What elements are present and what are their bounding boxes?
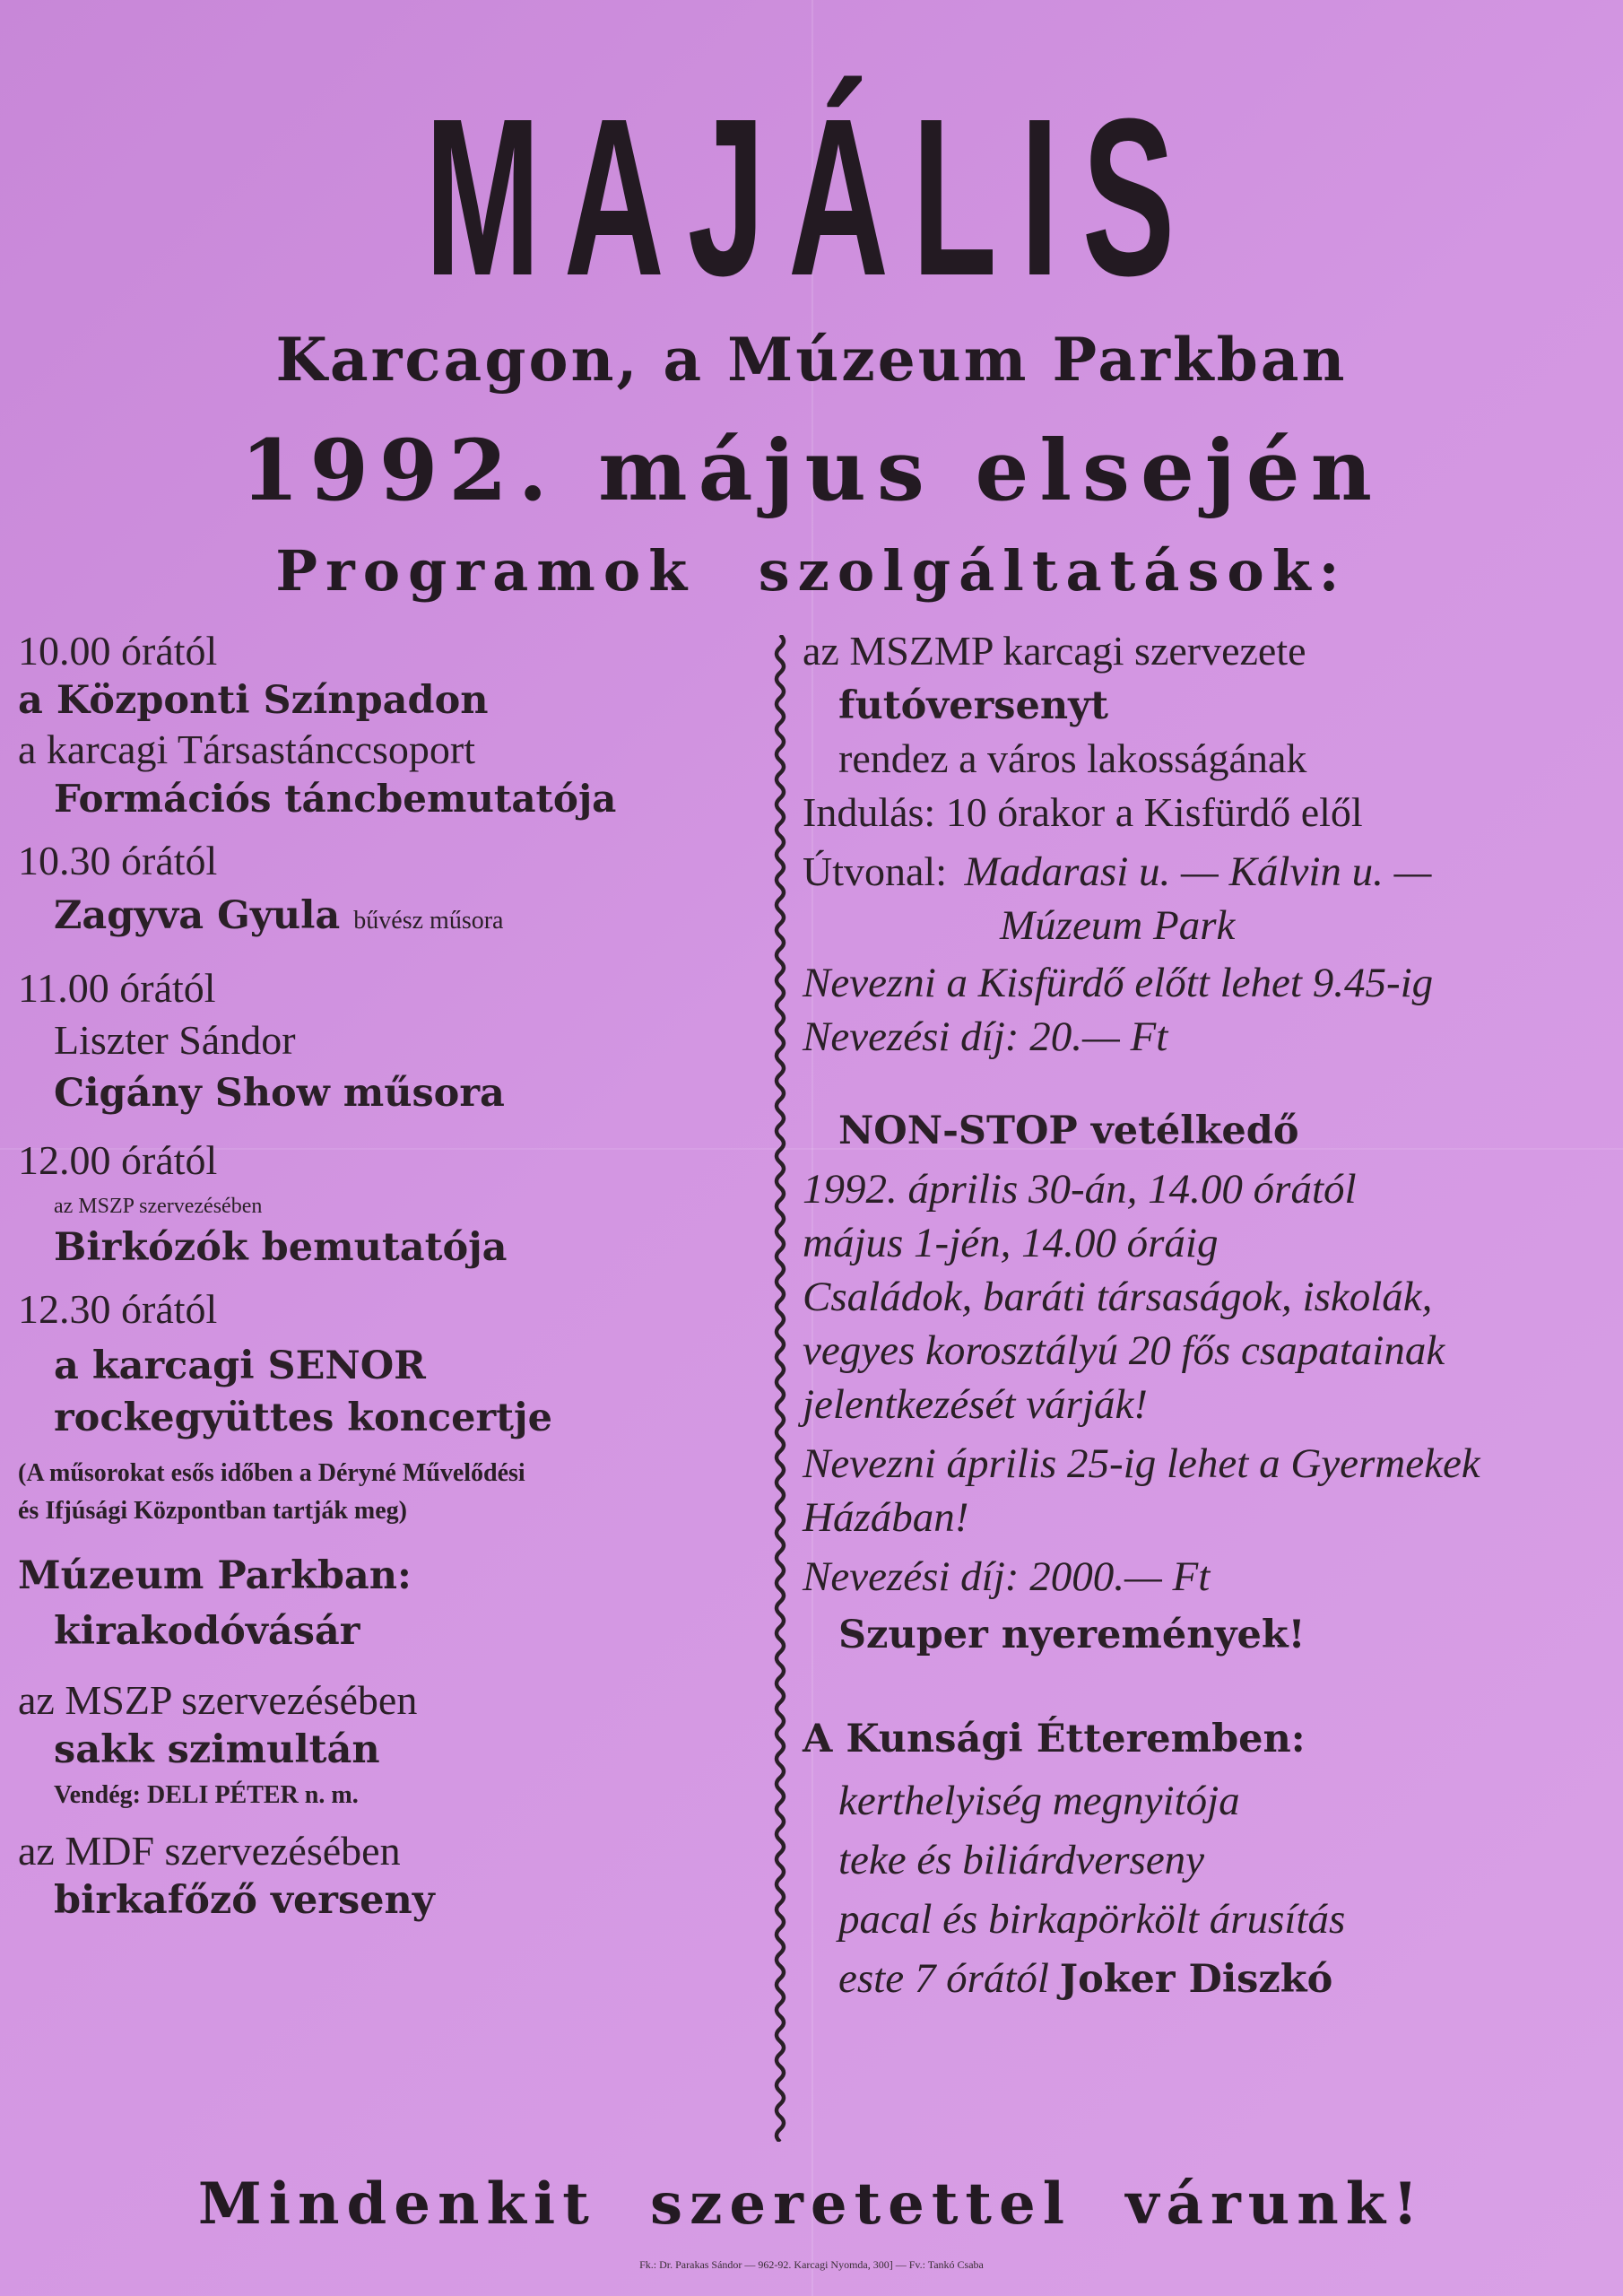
wrestling-org: az MSZP szervezésében <box>54 1195 263 1218</box>
disco-name: Joker Diszkó <box>1059 1957 1333 2002</box>
time-1000: 10.00 órától <box>18 628 218 674</box>
magician-name: Zagyva Gyula <box>54 893 341 938</box>
disco-time: este 7 órától <box>838 1955 1049 2002</box>
venue-main-stage: a Központi Színpadon <box>18 678 489 723</box>
rock-concert: rockegyüttes koncertje <box>54 1396 552 1440</box>
chess-org: az MSZP szervezésében <box>18 1677 418 1723</box>
quiz-signup-2: Házában! <box>803 1494 969 1541</box>
cook-event: birkafőző verseny <box>54 1878 435 1923</box>
run-signup: Nevezni a Kisfürdő előtt lehet 9.45-ig <box>803 960 1434 1006</box>
run-for: rendez a város lakosságának <box>838 735 1307 781</box>
quiz-teams-2: vegyes korosztályú 20 fős csapatainak <box>803 1327 1445 1374</box>
run-event: futóversenyt <box>838 683 1108 728</box>
run-fee: Nevezési díj: 20.— Ft <box>803 1013 1168 1060</box>
poster-title: MAJÁLIS <box>424 72 1199 322</box>
run-org: az MSZMP karcagi szervezete <box>803 628 1306 674</box>
senor-band: a karcagi SENOR <box>54 1344 426 1388</box>
restaurant-disco-line <box>803 1952 1610 2005</box>
location-line: Karcagon, a Múzeum Parkban <box>275 325 1348 395</box>
restaurant-heading: A Kunsági Étteremben: <box>803 1717 1306 1761</box>
performer-name: Liszter Sándor <box>54 1017 296 1063</box>
rain-note-2: és Ifjúsági Központban tartják meg) <box>18 1497 407 1525</box>
quiz-teams-1: Családok, baráti társaságok, iskolák, <box>803 1274 1433 1320</box>
route-streets: Madarasi u. — Kálvin u. — <box>964 848 1432 895</box>
dance-group: a karcagi Társastánccsoport <box>18 726 476 772</box>
date-line: 1992. május elsején <box>240 422 1383 520</box>
chess-event: sakk szimultán <box>54 1727 380 1772</box>
magician-line <box>18 890 771 947</box>
printer-imprint: Fk.: Dr. Parakas Sándor — 962-92. Karcagi Nyomda, 300] — Fv.: Tankó Csaba <box>639 2258 984 2271</box>
route-end: Múzeum Park <box>1000 902 1236 949</box>
route-label: Útvonal: <box>803 848 947 894</box>
magician-desc: bűvész műsora <box>353 907 504 935</box>
quiz-teams-3: jelentkezését várják! <box>803 1381 1148 1428</box>
quiz-signup-1: Nevezni április 25-ig lehet a Gyermekek <box>803 1440 1480 1487</box>
run-start: Indulás: 10 órakor a Kisfürdő elől <box>803 789 1363 835</box>
programs-heading: Programok szolgáltatások: <box>275 538 1348 604</box>
quiz-to: május 1-jén, 14.00 óráig <box>803 1220 1219 1266</box>
restaurant-food: pacal és birkapörkölt árusítás <box>838 1896 1346 1943</box>
cook-org: az MDF szervezésében <box>18 1828 401 1874</box>
dance-show: Formációs táncbemutatója <box>54 777 617 821</box>
rain-note-1: (A műsorokat esős időben a Déryné Művelődési <box>18 1459 525 1487</box>
quiz-prizes: Szuper nyeremények! <box>838 1613 1306 1657</box>
wavy-divider <box>769 635 791 2142</box>
restaurant-billiards: teke és biliárdverseny <box>838 1837 1205 1883</box>
route-line <box>803 845 1610 899</box>
gypsy-show: Cigány Show műsora <box>54 1071 505 1116</box>
chess-guest: Vendég: DELI PÉTER n. m. <box>54 1781 359 1809</box>
park-heading: Múzeum Parkban: <box>18 1553 412 1598</box>
quiz-title: NON-STOP vetélkedő <box>838 1109 1299 1153</box>
right-column <box>803 628 1610 2005</box>
restaurant-garden: kerthelyiség megnyitója <box>838 1778 1240 1824</box>
time-1100: 11.00 órától <box>18 965 216 1011</box>
closing-line: Mindenkit szeretettel várunk! <box>197 2170 1426 2238</box>
left-column <box>18 628 771 1926</box>
quiz-from: 1992. április 30-án, 14.00 órától <box>803 1166 1357 1213</box>
park-market: kirakodóvásár <box>54 1609 360 1654</box>
wrestling-show: Birkózók bemutatója <box>54 1225 508 1270</box>
time-1200: 12.00 órától <box>18 1137 218 1183</box>
time-1230: 12.30 órától <box>18 1286 218 1332</box>
quiz-fee: Nevezési díj: 2000.— Ft <box>803 1553 1211 1600</box>
time-1030: 10.30 órától <box>18 838 218 883</box>
